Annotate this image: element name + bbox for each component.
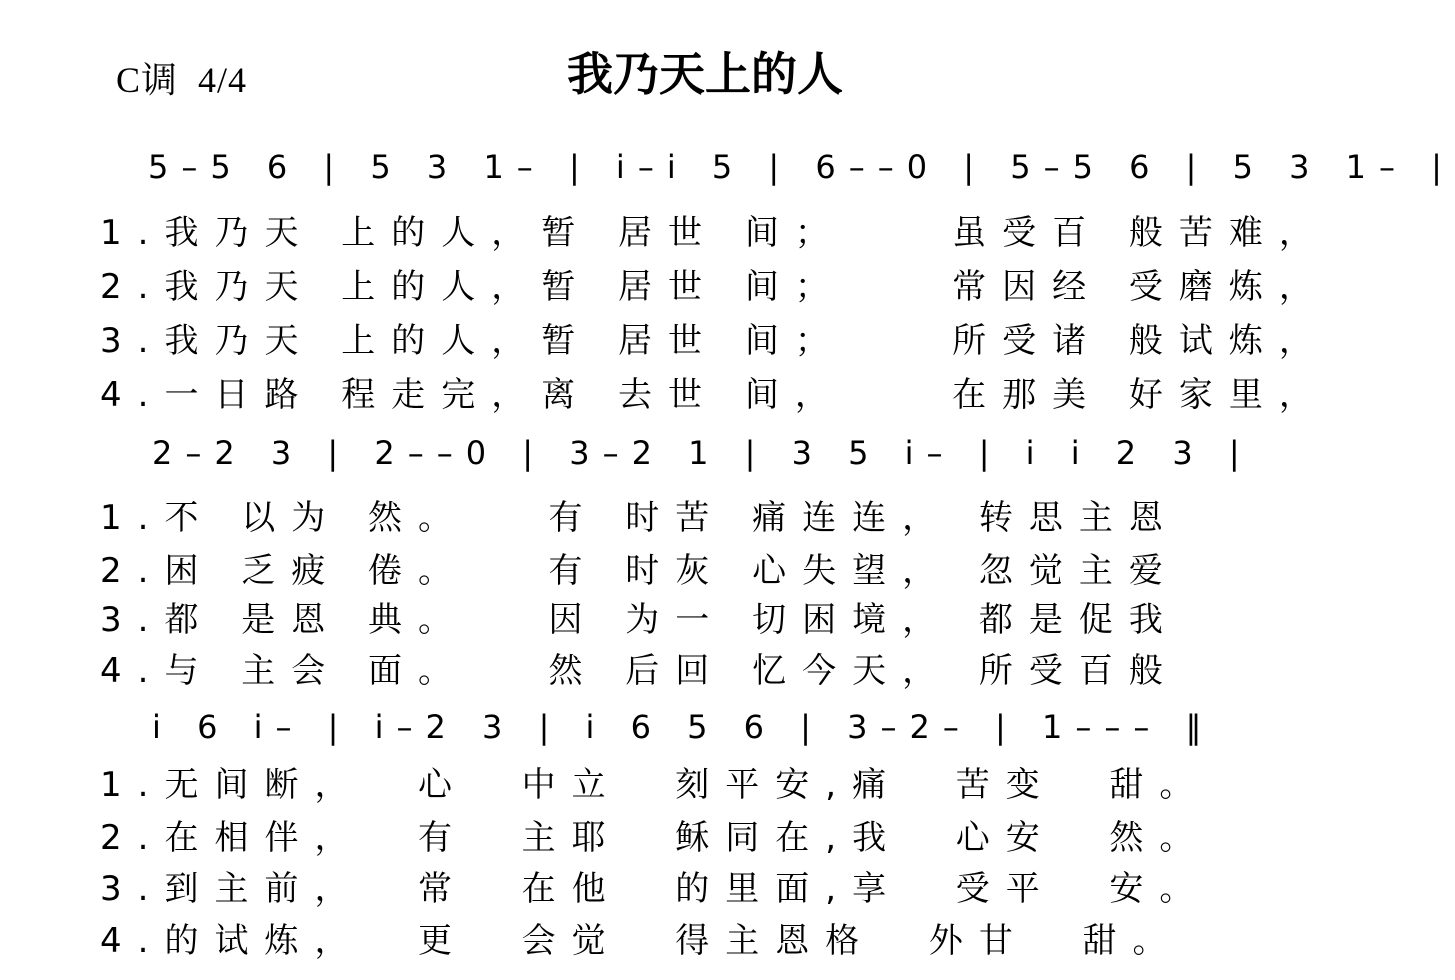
notation-text: i 6 i– | i–2 3 | i 6 5 6 | 3–2– | 1––– ‖ — [152, 708, 1215, 746]
lyric-line: 4.一日路 程走完，离 去世 间， 在那美 好家里， — [100, 375, 1329, 415]
lyric-line: 2.在相伴， 有 主耶 稣同在,我 心安 然。 — [100, 818, 1210, 858]
lyric-line: 2.困 乏疲 倦。 有 时灰 心失望， 忽觉主爱 — [100, 551, 1179, 591]
lyric-line: 2.我乃天 上的人，暂 居世 间； 常因经 受磨炼， — [100, 267, 1329, 307]
notation-line-1 — [148, 148, 1455, 186]
lyric-line: 1.不 以为 然。 有 时苦 痛连连， 转思主恩 — [100, 498, 1179, 538]
lyric-line: 4.与 主会 面。 然 后回 忆今天， 所受百般 — [100, 651, 1179, 691]
lyric-line: 1.我乃天 上的人，暂 居世 间； 虽受百 般苦难， — [100, 213, 1329, 253]
song-title: 我乃天上的人 — [567, 47, 843, 101]
notation-text: 5–5 6 | 5 3 1– | i–i 5 | 6––0 | 5–5 6 | 5 3 1– | — [148, 148, 1455, 186]
lyric-line: 3.我乃天 上的人，暂 居世 间； 所受诸 般试炼， — [100, 321, 1329, 361]
notation-line-3 — [152, 708, 1215, 746]
lyric-line: 1.无间断， 心 中立 刻平安,痛 苦变 甜。 — [100, 765, 1210, 805]
notation-line-2 — [152, 434, 1253, 472]
notation-text: 2–2 3 | 2––0 | 3–2 1 | 3 5 i– | i i 2 3 | — [152, 434, 1253, 472]
lyric-line: 3.到主前， 常 在他 的里面,享 受平 安。 — [100, 869, 1210, 909]
lyric-line: 3.都 是恩 典。 因 为一 切困境， 都是促我 — [100, 600, 1179, 640]
key-signature: C调 4/4 — [116, 60, 248, 100]
lyric-line: 4.的试炼， 更 会觉 得主恩格 外甘 甜。 — [100, 921, 1183, 961]
